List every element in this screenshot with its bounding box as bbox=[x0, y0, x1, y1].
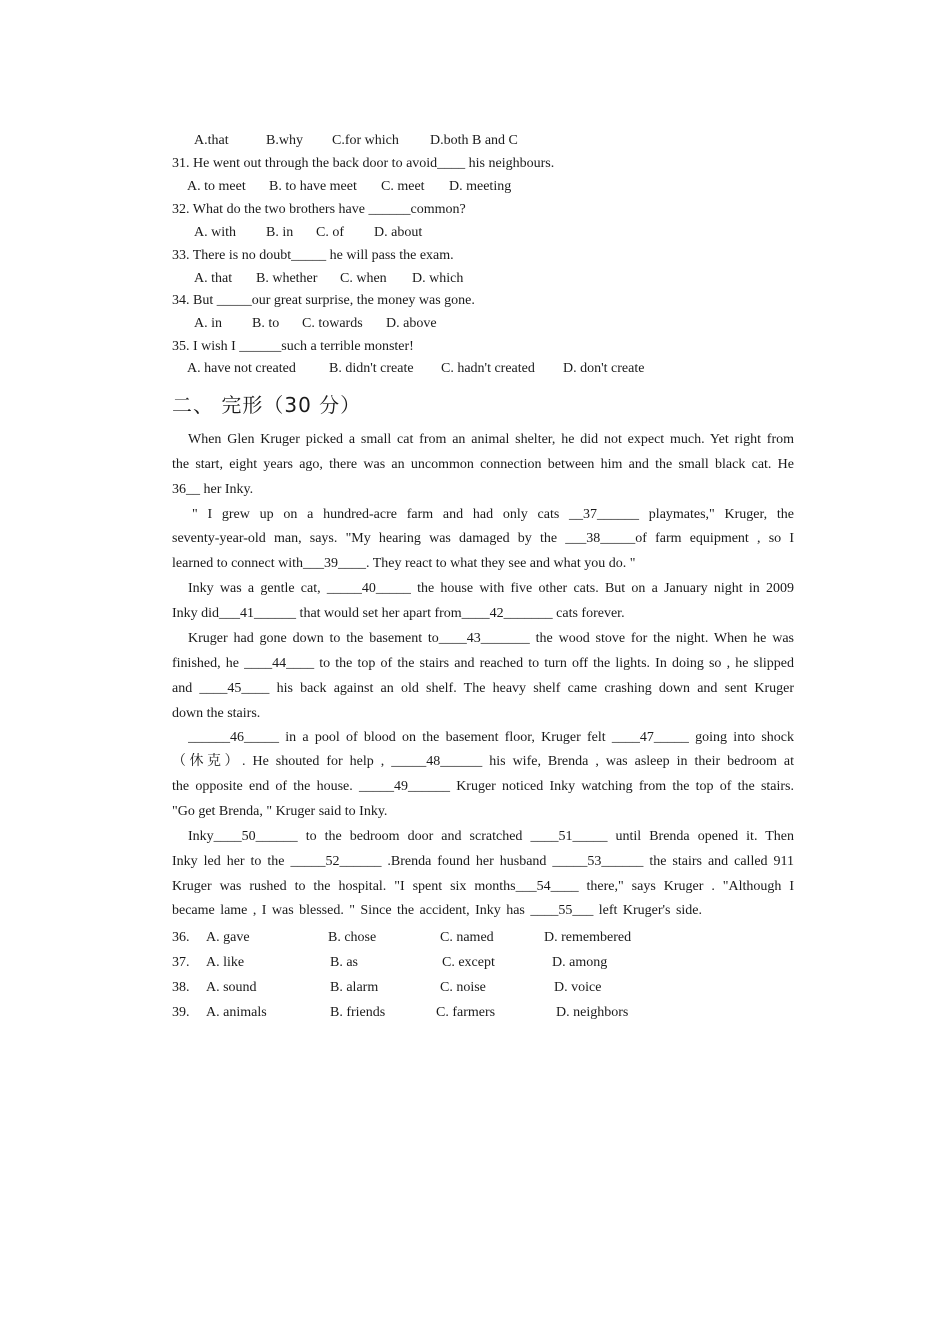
passage-line: the start, eight years ago, there was an uncommon connection between him and the small black cat. He bbox=[172, 457, 794, 472]
option-c: C. noise bbox=[440, 980, 486, 995]
question-34 bbox=[172, 292, 475, 310]
option-b: B. as bbox=[330, 955, 358, 970]
q30-options bbox=[194, 132, 518, 150]
option: B. in bbox=[266, 225, 294, 240]
option: A.that bbox=[194, 133, 229, 148]
option: D. above bbox=[386, 316, 437, 331]
passage-line: Inky led her to the _____52______ .Brenda found her husband _____53______ the stairs and called 911 bbox=[172, 854, 794, 869]
passage-line: "Go get Brenda, " Kruger said to Inky. bbox=[172, 804, 388, 819]
passage-line: down the stairs. bbox=[172, 706, 261, 721]
option: D.both B and C bbox=[430, 133, 518, 148]
option-c: C. farmers bbox=[436, 1005, 496, 1020]
option: B. whether bbox=[256, 271, 318, 286]
option-b: B. alarm bbox=[330, 980, 379, 995]
question-31 bbox=[172, 155, 554, 173]
passage-line: 36__ her Inky. bbox=[172, 482, 254, 497]
question-number: 37. bbox=[172, 955, 190, 970]
q35-options bbox=[187, 360, 644, 378]
option-c: C. except bbox=[442, 955, 495, 970]
question-tail: our great surprise, the money was gone. bbox=[251, 293, 475, 308]
passage-line: Kruger had gone down to the basement to____43_______ the wood stove for the night. When he was bbox=[188, 631, 794, 646]
option: D. meeting bbox=[449, 179, 512, 194]
passage-line: the opposite end of the house. _____49______ Kruger noticed Inky watching from the top of the stairs. bbox=[172, 779, 794, 794]
option: D. which bbox=[412, 271, 464, 286]
option-b: B. friends bbox=[330, 1005, 386, 1020]
question-stem: 34. But bbox=[172, 293, 217, 308]
option: C. hadn't created bbox=[441, 361, 535, 376]
question-stem: 35. I wish I bbox=[172, 339, 240, 354]
question-number: 38. bbox=[172, 980, 190, 995]
option: C. of bbox=[316, 225, 344, 240]
q31-options bbox=[187, 178, 511, 196]
passage-line: learned to connect with___39____. They react to what they see and what you do. " bbox=[172, 556, 636, 571]
option: A. have not created bbox=[187, 361, 296, 376]
passage-line: seventy-year-old man, says. "My hearing was damaged by the ___38_____of farm equipment , so I bbox=[172, 531, 794, 546]
option: D. about bbox=[374, 225, 423, 240]
question-tail: his neighbours. bbox=[465, 156, 555, 171]
option-d: D. voice bbox=[554, 980, 602, 995]
q32-options bbox=[194, 224, 422, 242]
question-32 bbox=[172, 201, 466, 219]
passage-line: （休克）. He shouted for help , _____48______ his wife, Brenda , was asleep in their bedroom at bbox=[172, 754, 794, 769]
option: C.for which bbox=[332, 133, 399, 148]
answer-blank: ______ bbox=[239, 339, 282, 354]
option-a: A. sound bbox=[206, 980, 257, 995]
passage-line: Inky____50______ to the bedroom door and scratched ____51_____ until Brenda opened it. Then bbox=[188, 829, 794, 844]
question-33 bbox=[172, 247, 454, 265]
question-35 bbox=[172, 338, 414, 356]
option: B. to have meet bbox=[269, 179, 357, 194]
option: B. didn't create bbox=[329, 361, 414, 376]
passage-line: became lame , I was blessed. " Since the accident, Inky has ____55___ left Kruger's side. bbox=[172, 903, 702, 918]
q34-options bbox=[194, 315, 437, 333]
passage-line: Inky was a gentle cat, _____40_____ the house with five other cats. But on a January night in 2009 bbox=[188, 581, 794, 596]
question-stem: 31. He went out through the back door to avoid bbox=[172, 156, 438, 171]
option: A. with bbox=[194, 225, 236, 240]
option-d: D. remembered bbox=[544, 930, 632, 945]
passage-line: Kruger was rushed to the hospital. "I spent six months___54____ there," says Kruger . "Although I bbox=[172, 879, 794, 894]
option-a: A. animals bbox=[206, 1005, 267, 1020]
answer-blank: _____ bbox=[291, 248, 327, 263]
passage-line: and ____45____ his back against an old shelf. The heavy shelf came crashing down and sent Kruger bbox=[172, 681, 794, 696]
option: C. towards bbox=[302, 316, 363, 331]
question-tail: such a terrible monster! bbox=[281, 339, 414, 354]
option-d: D. among bbox=[552, 955, 608, 970]
option: C. when bbox=[340, 271, 387, 286]
option-a: A. gave bbox=[206, 930, 250, 945]
option-a: A. like bbox=[206, 955, 245, 970]
question-tail: common? bbox=[410, 202, 466, 217]
option: C. meet bbox=[381, 179, 425, 194]
passage-line: " I grew up on a hundred-acre farm and had only cats __37______ playmates," Kruger, the bbox=[192, 507, 794, 522]
question-number: 39. bbox=[172, 1005, 190, 1020]
option-c: C. named bbox=[440, 930, 494, 945]
option: A. to meet bbox=[187, 179, 246, 194]
answer-blank: ______ bbox=[368, 202, 411, 217]
section-heading: 二、 完形（30 分） bbox=[172, 393, 362, 417]
passage-line: Inky did___41______ that would set her apart from____42_______ cats forever. bbox=[172, 606, 625, 621]
option: A. that bbox=[194, 271, 233, 286]
option-b: B. chose bbox=[328, 930, 377, 945]
option: B. to bbox=[252, 316, 280, 331]
question-number: 36. bbox=[172, 930, 190, 945]
option: D. don't create bbox=[563, 361, 645, 376]
question-stem: 32. What do the two brothers have bbox=[172, 202, 369, 217]
question-tail: he will pass the exam. bbox=[326, 248, 454, 263]
option: A. in bbox=[194, 316, 222, 331]
passage-line: finished, he ____44____ to the top of the stairs and reached to turn off the lights. In doing so , he slipped bbox=[172, 656, 794, 671]
passage-line: When Glen Kruger picked a small cat from an animal shelter, he did not expect much. Yet right from bbox=[188, 432, 794, 447]
option-d: D. neighbors bbox=[556, 1005, 629, 1020]
q33-options bbox=[194, 270, 463, 288]
answer-blank: _____ bbox=[216, 293, 252, 308]
question-stem: 33. There is no doubt bbox=[172, 248, 292, 263]
passage-line: ______46_____ in a pool of blood on the basement floor, Kruger felt ____47_____ going into shock bbox=[188, 730, 794, 745]
option: B.why bbox=[266, 133, 303, 148]
answer-blank: ____ bbox=[437, 156, 466, 171]
